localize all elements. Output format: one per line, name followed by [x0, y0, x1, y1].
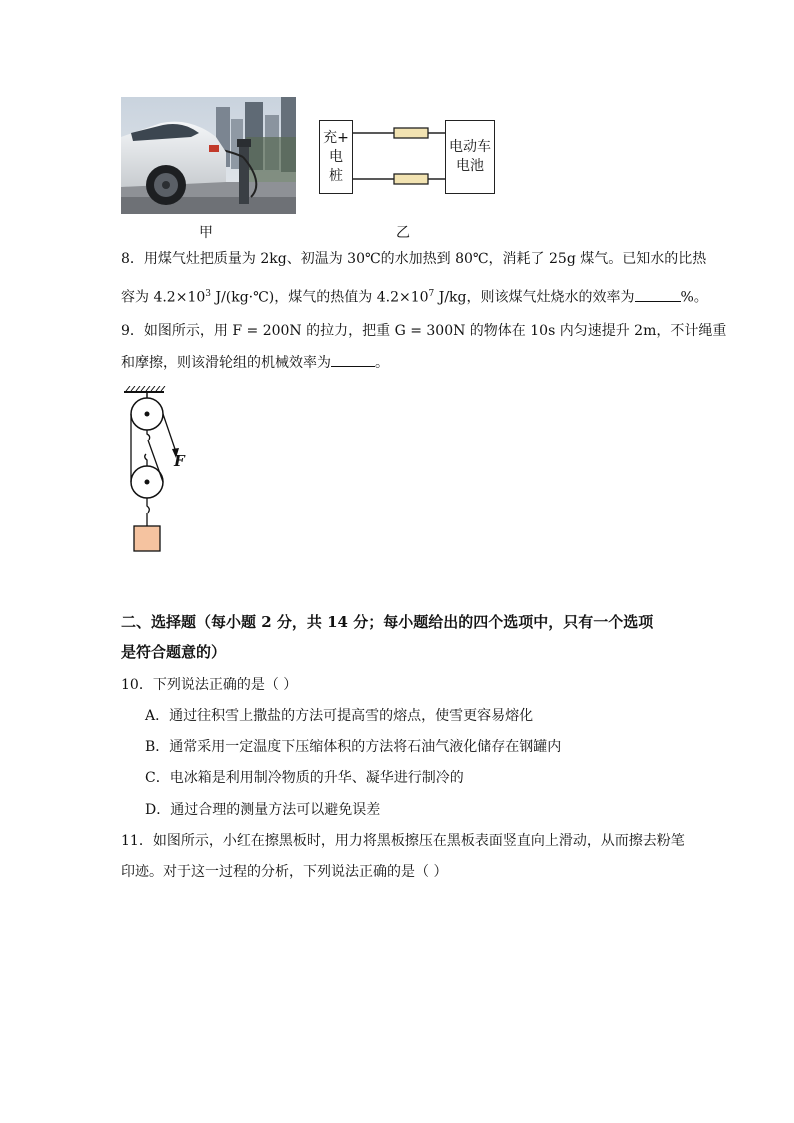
- charging-pile-line-3: 桩: [328, 167, 343, 184]
- charging-pile-line-2: 电: [328, 148, 343, 165]
- resistor-bottom-icon: [394, 174, 428, 184]
- ev-battery-line-2: 电池: [456, 158, 484, 174]
- q9-answer-blank[interactable]: [331, 352, 375, 367]
- q10-option-d[interactable]: D．通过合理的测量方法可以避免误差: [145, 802, 381, 818]
- charging-pile-box: [319, 120, 353, 194]
- weight-block-icon: [134, 526, 160, 551]
- ev-battery-line-1: 电动车: [449, 139, 491, 155]
- force-label: F: [174, 452, 185, 470]
- section-2-heading-line-2: 是符合题意的）: [121, 643, 227, 661]
- figure-label-jia: 甲: [199, 225, 213, 241]
- charging-pile-line-1: 充+: [323, 129, 349, 146]
- q8-answer-blank[interactable]: [635, 287, 681, 302]
- pulley-figure: [120, 386, 190, 556]
- q10-option-b[interactable]: B．通常采用一定温度下压缩体积的方法将石油气液化储存在钢罐内: [145, 739, 562, 755]
- circuit-diagram: [319, 118, 499, 194]
- figure-label-yi: 乙: [396, 225, 410, 241]
- q9-line-2: 和摩擦，则该滑轮组的机械效率为 。: [121, 352, 389, 373]
- ev-charging-illustration: [121, 97, 296, 214]
- section-2-heading-line-1: 二、选择题（每小题 2 分，共 14 分；每小题给出的四个选项中，只有一个选项: [121, 613, 654, 631]
- q11-line-1: 11．如图所示，小红在擦黑板时，用力将黑板擦压在黑板表面竖直向上滑动，从而擦去粉笔: [121, 833, 685, 849]
- resistor-top-icon: [394, 128, 428, 138]
- q10-option-a[interactable]: A．通过往积雪上撒盐的方法可提高雪的熔点，使雪更容易熔化: [145, 708, 534, 724]
- q9-line-1: 9．如图所示，用 F = 200N 的拉力，把重 G = 300N 的物体在 10s 内匀速提升 2m，不计绳重: [121, 323, 727, 339]
- q8-line-2: 容为 $4.2\times 10^3$ J/(kg·℃)，煤气的热值为 $4.2\times 10^7$ J/kg，则该煤气灶烧水的效率为 %。: [121, 284, 708, 308]
- ev-charging-photo: [121, 97, 296, 214]
- q11-line-2: 印迹。对于这一过程的分析，下列说法正确的是（ ）: [121, 864, 448, 880]
- q8-line-1: 8．用煤气灶把质量为 2kg、初温为 30℃的水加热到 80℃，消耗了 25g 煤气。已知水的比热: [121, 251, 707, 267]
- q10-option-c[interactable]: C．电冰箱是利用制冷物质的升华、凝华进行制冷的: [145, 770, 464, 786]
- ev-battery-box: [445, 120, 495, 194]
- pulley-diagram: [120, 386, 190, 556]
- q10-stem: 10．下列说法正确的是（ ）: [121, 677, 298, 693]
